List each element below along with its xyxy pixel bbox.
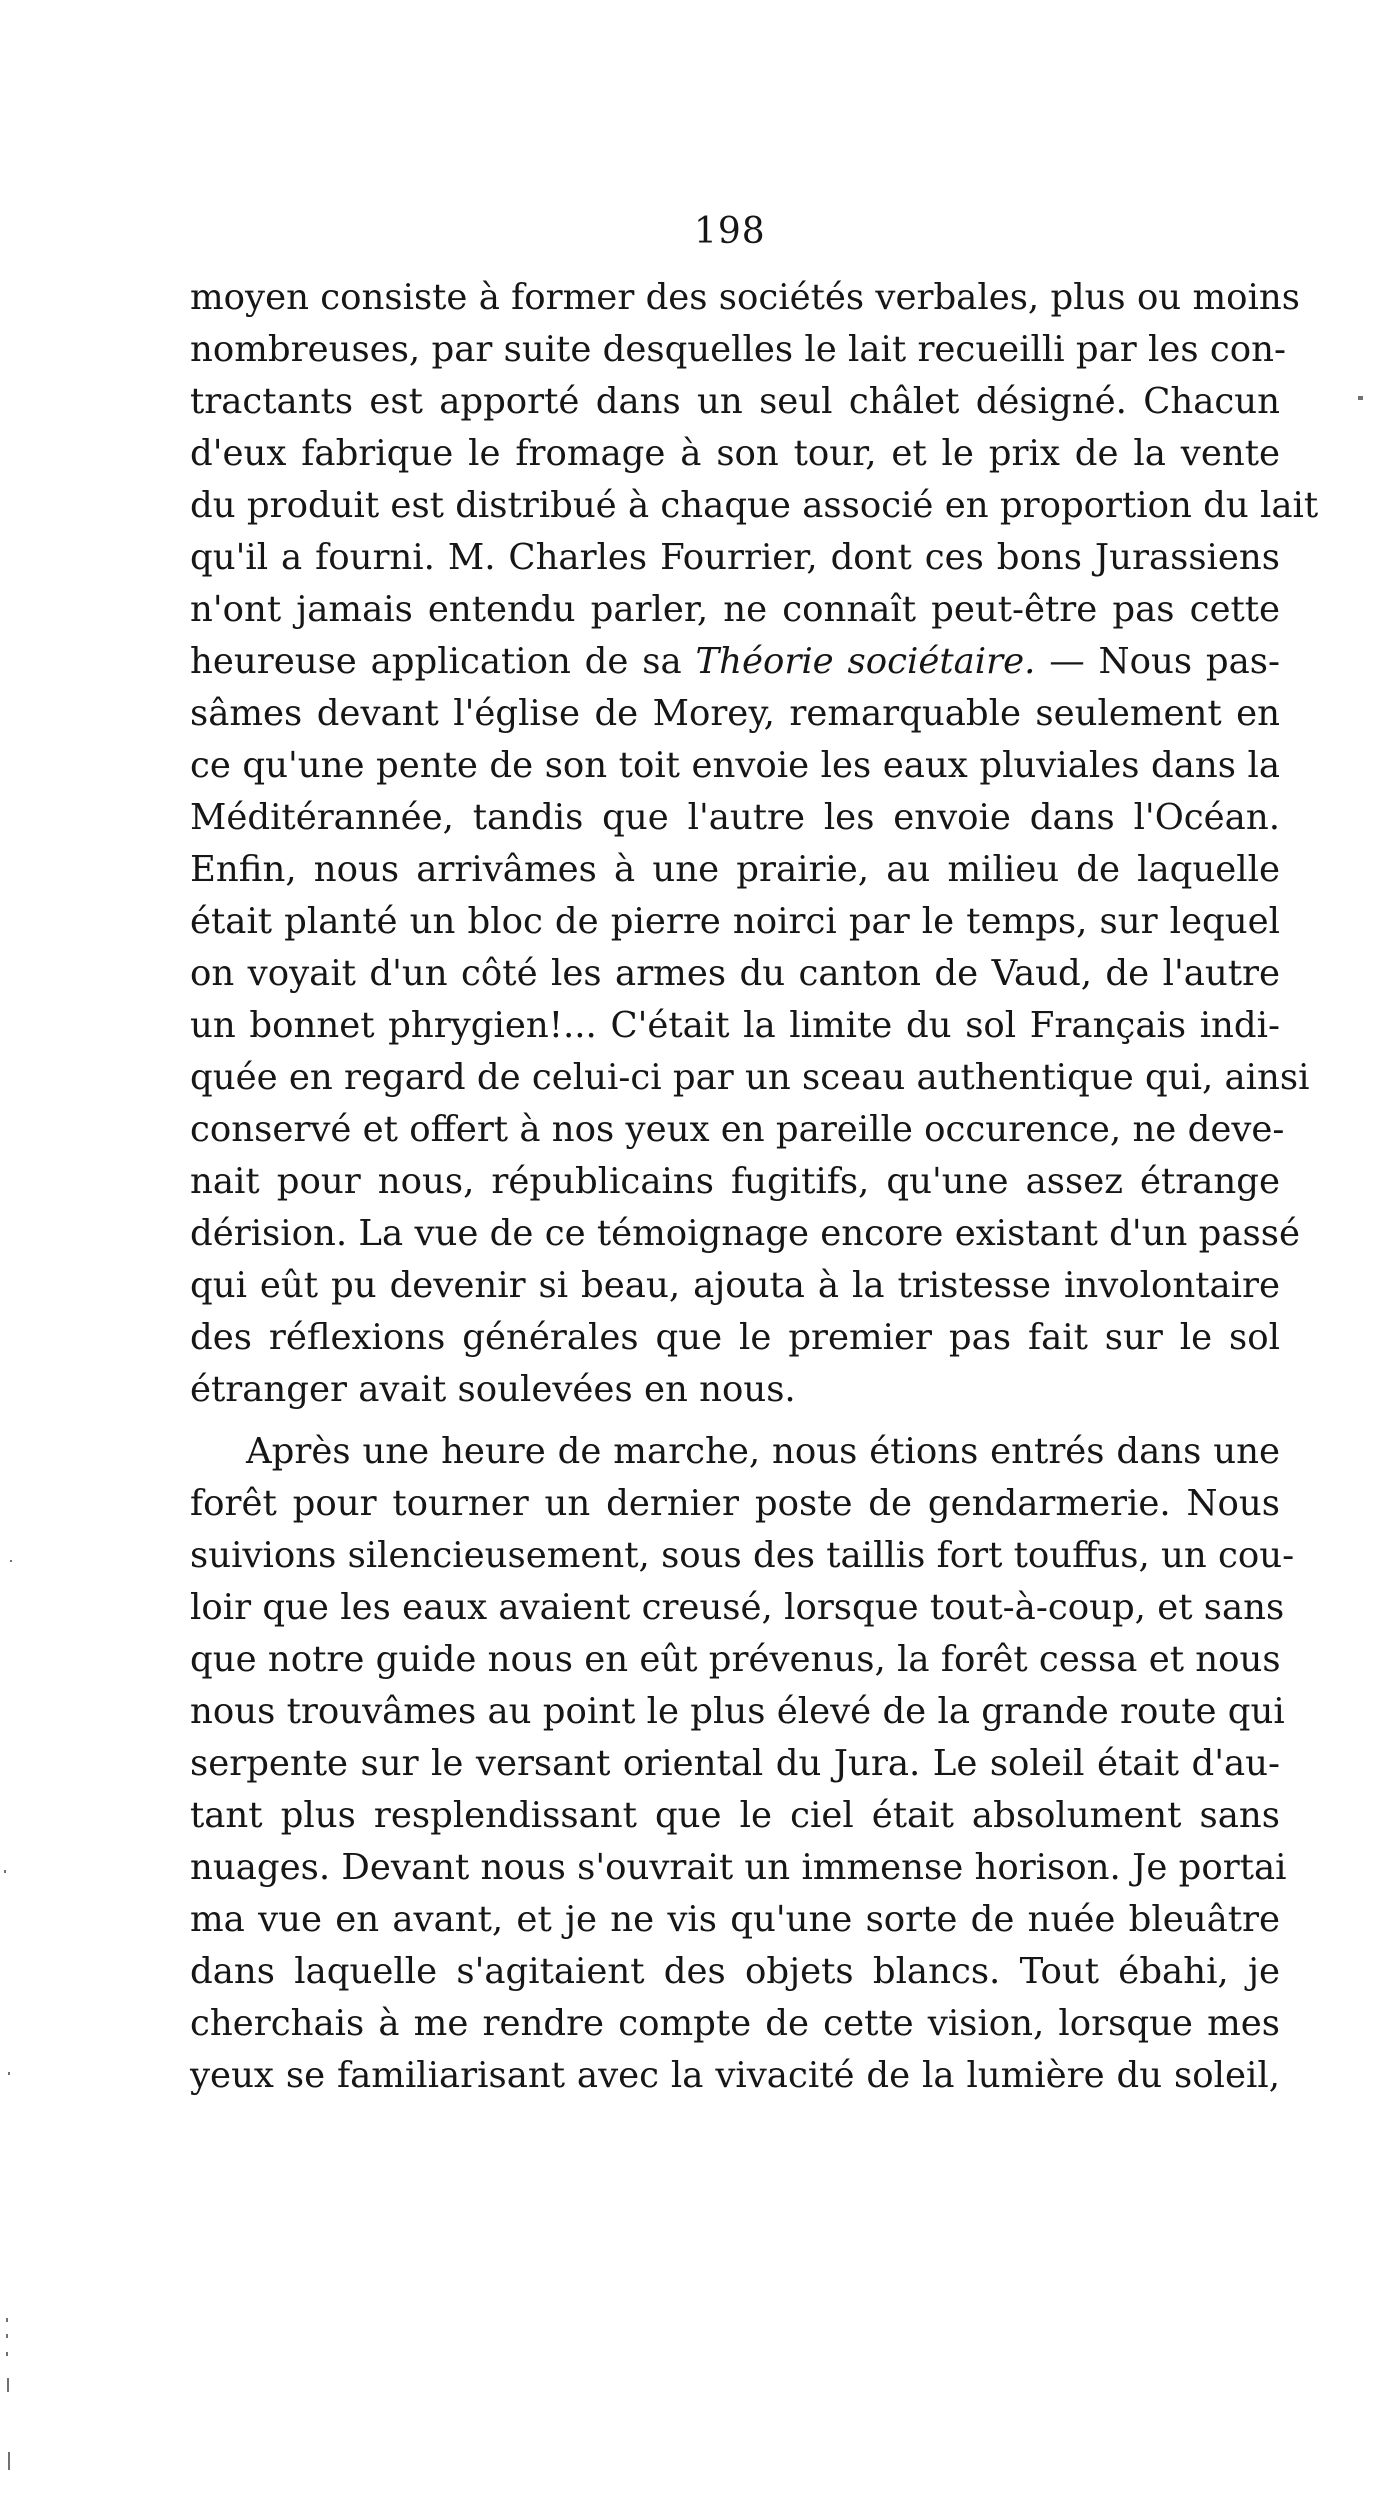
- text-line: moyen consiste à former des sociétés verbales, plus ou moins: [190, 277, 1300, 318]
- text-line: serpente sur le versant oriental du Jura. Le soleil était d'au-: [190, 1743, 1280, 1784]
- text-line: nait pour nous, républicains fugitifs, qu'une assez étrange: [190, 1161, 1280, 1202]
- text-line: cherchais à me rendre compte de cette vision, lorsque mes: [190, 2003, 1280, 2044]
- scan-speck: [7, 2378, 9, 2392]
- text-line: que notre guide nous en eût prévenus, la forêt cessa et nous: [190, 1639, 1281, 1680]
- text-line: nous trouvâmes au point le plus élevé de la grande route qui: [190, 1691, 1285, 1732]
- text-line: Enfin, nous arrivâmes à une prairie, au milieu de laquelle: [190, 849, 1280, 890]
- text-line: Méditérannée, tandis que l'autre les envoie dans l'Océan.: [190, 797, 1280, 838]
- text-line: qui eût pu devenir si beau, ajouta à la tristesse involontaire: [190, 1265, 1280, 1306]
- scan-speck: [6, 2352, 8, 2356]
- scan-speck: [10, 1560, 12, 1562]
- text-line: dérision. La vue de ce témoignage encore existant d'un passé: [190, 1213, 1300, 1254]
- text-line: quée en regard de celui-ci par un sceau authentique qui, ainsi: [190, 1057, 1310, 1098]
- text-line: tractants est apporté dans un seul châlet désigné. Chacun: [190, 381, 1280, 422]
- text-line: Après une heure de marche, nous étions entrés dans une: [246, 1431, 1280, 1472]
- text-line: un bonnet phrygien!... C'était la limite du sol Français indi-: [190, 1005, 1280, 1046]
- text-line: loir que les eaux avaient creusé, lorsque tout-à-coup, et sans: [190, 1587, 1285, 1628]
- text-line: conservé et offert à nos yeux en pareille occurence, ne deve-: [190, 1109, 1285, 1150]
- scan-speck: [8, 2072, 10, 2075]
- scan-speck: [6, 2318, 8, 2322]
- text-line: des réflexions générales que le premier pas fait sur le sol: [190, 1317, 1280, 1358]
- text-line: [190, 636, 1280, 688]
- scan-speck: [4, 1870, 6, 1873]
- text-line: sâmes devant l'église de Morey, remarquable seulement en: [190, 693, 1280, 734]
- text-line: du produit est distribué à chaque associé en proportion du lait: [190, 485, 1319, 526]
- scan-speck: [8, 2452, 10, 2470]
- text-line: on voyait d'un côté les armes du canton de Vaud, de l'autre: [190, 953, 1280, 994]
- scan-speck: [1358, 396, 1363, 400]
- text-line: d'eux fabrique le fromage à son tour, et le prix de la vente: [190, 433, 1280, 474]
- text-line: qu'il a fourni. M. Charles Fourrier, dont ces bons Jurassiens: [190, 537, 1280, 578]
- text-line: nuages. Devant nous s'ouvrait un immense horison. Je portai: [190, 1847, 1287, 1888]
- text-line: forêt pour tourner un dernier poste de gendarmerie. Nous: [190, 1483, 1280, 1524]
- text-line: n'ont jamais entendu parler, ne connaît peut-être pas cette: [190, 589, 1280, 630]
- text-line: ce qu'une pente de son toit envoie les eaux pluviales dans la: [190, 745, 1280, 786]
- text-line: ma vue en avant, et je ne vis qu'une sorte de nuée bleuâtre: [190, 1899, 1280, 1940]
- scan-speck: [6, 2334, 8, 2338]
- text-segment: heureuse application de sa: [190, 641, 696, 682]
- page-number: 198: [694, 211, 766, 252]
- text-line: étranger avait soulevées en nous.: [190, 1369, 796, 1410]
- text-line: nombreuses, par suite desquelles le lait recueilli par les con-: [190, 329, 1287, 370]
- text-line: yeux se familiarisant avec la vivacité de la lumière du soleil,: [190, 2055, 1280, 2096]
- text-line: tant plus resplendissant que le ciel était absolument sans: [190, 1795, 1280, 1836]
- italic-title: Théorie sociétaire.: [695, 641, 1036, 682]
- text-line: suivions silencieusement, sous des taillis fort touffus, un cou-: [190, 1535, 1295, 1576]
- text-line: était planté un bloc de pierre noirci par le temps, sur lequel: [190, 901, 1280, 942]
- text-segment: — Nous pas-: [1035, 641, 1280, 682]
- text-line: dans laquelle s'agitaient des objets blancs. Tout ébahi, je: [190, 1951, 1280, 1992]
